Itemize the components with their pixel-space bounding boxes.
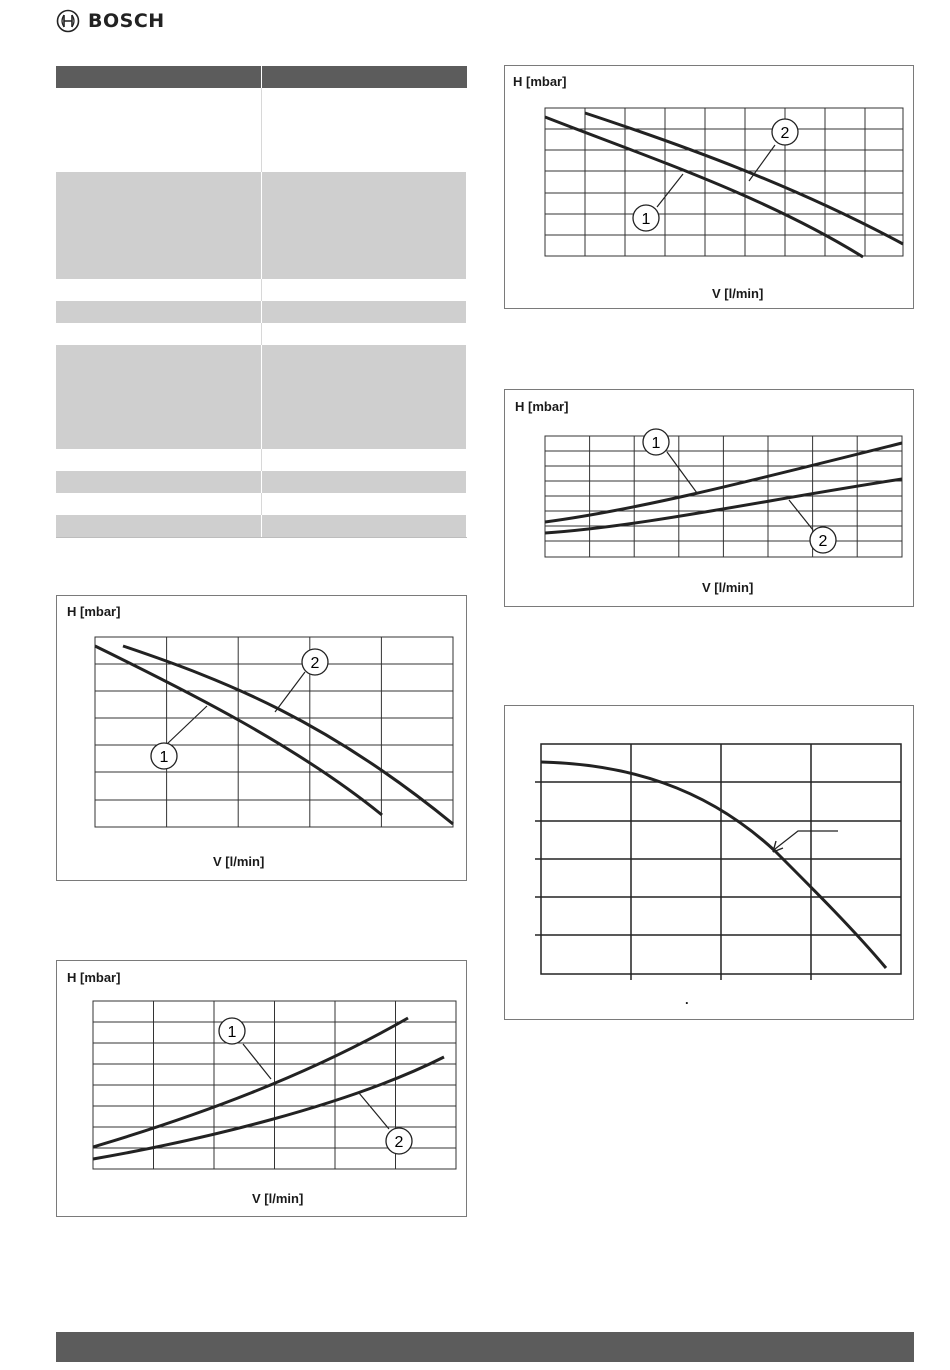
table-row [56,88,467,172]
table-cell [261,493,467,515]
bosch-armature-icon [56,9,80,33]
chart-a-plot [57,596,468,882]
chart-d-plot [505,390,915,608]
table-cell [56,345,261,449]
table-row [56,172,467,279]
marker-1: 1 [159,749,169,766]
spec-table [56,66,467,538]
table-row [56,301,467,323]
table-row [56,515,467,537]
y-axis-label: H [mbar] [67,604,121,619]
table-row [56,345,467,449]
leader-line-2 [275,672,305,712]
table-cell [56,323,261,345]
curve-2 [123,646,453,824]
table-cell [56,449,261,471]
marker-2: 2 [394,1134,404,1151]
arrow-leader [775,831,838,849]
table-cell [56,493,261,515]
curve-1 [93,1018,408,1147]
leader-line-1 [657,174,683,207]
curve-2 [585,113,903,244]
y-axis-label: H [mbar] [67,970,121,985]
marker-2: 2 [780,125,790,142]
table-cell [56,471,261,493]
table-cell [261,88,467,172]
curve [541,762,886,968]
pump-curve-chart-b [56,960,467,1217]
y-axis-label: H [mbar] [515,399,569,414]
pump-curve-chart-a [56,595,467,881]
table-cell [56,301,261,323]
table-cell [261,301,467,323]
pump-curve-chart-e [504,705,914,1020]
table-cell [261,345,467,449]
leader-line-2 [359,1093,389,1129]
table-cell [261,172,467,279]
y-axis-label: H [mbar] [513,74,567,89]
table-header-cell [56,66,261,88]
pump-curve-chart-c [504,65,914,309]
leader-line-1 [667,452,697,493]
x-axis-label: V [l/min] [702,580,754,595]
x-axis-label: . [685,992,689,1007]
table-cell [261,471,467,493]
x-axis-label: V [l/min] [213,854,265,869]
table-cell [261,279,467,301]
chart-c-plot [505,66,915,310]
brand-name: BOSCH [88,10,165,32]
marker-2: 2 [310,655,320,672]
table-row [56,471,467,493]
table-header-cell [261,66,467,88]
brand-logo [56,7,165,35]
table-row [56,323,467,345]
marker-2: 2 [818,533,828,550]
leader-line-1 [167,706,207,744]
table-row [56,279,467,301]
table-row [56,449,467,471]
table-cell [261,323,467,345]
table-cell [261,449,467,471]
table-cell [56,515,261,537]
marker-1: 1 [227,1024,237,1041]
pump-curve-chart-d [504,389,914,607]
chart-b-plot [57,961,468,1218]
table-cell [261,515,467,537]
table-cell [56,279,261,301]
x-axis-label: V [l/min] [712,286,764,301]
x-axis-label: V [l/min] [252,1191,304,1206]
curve-1 [545,117,863,257]
table-cell [56,172,261,279]
chart-e-plot [505,706,915,1021]
marker-1: 1 [641,211,651,228]
footer-bar [56,1332,914,1362]
leader-line-1 [243,1044,271,1079]
table-cell [56,88,261,172]
marker-1: 1 [651,435,661,452]
table-header-row [56,66,467,88]
table-row [56,493,467,515]
